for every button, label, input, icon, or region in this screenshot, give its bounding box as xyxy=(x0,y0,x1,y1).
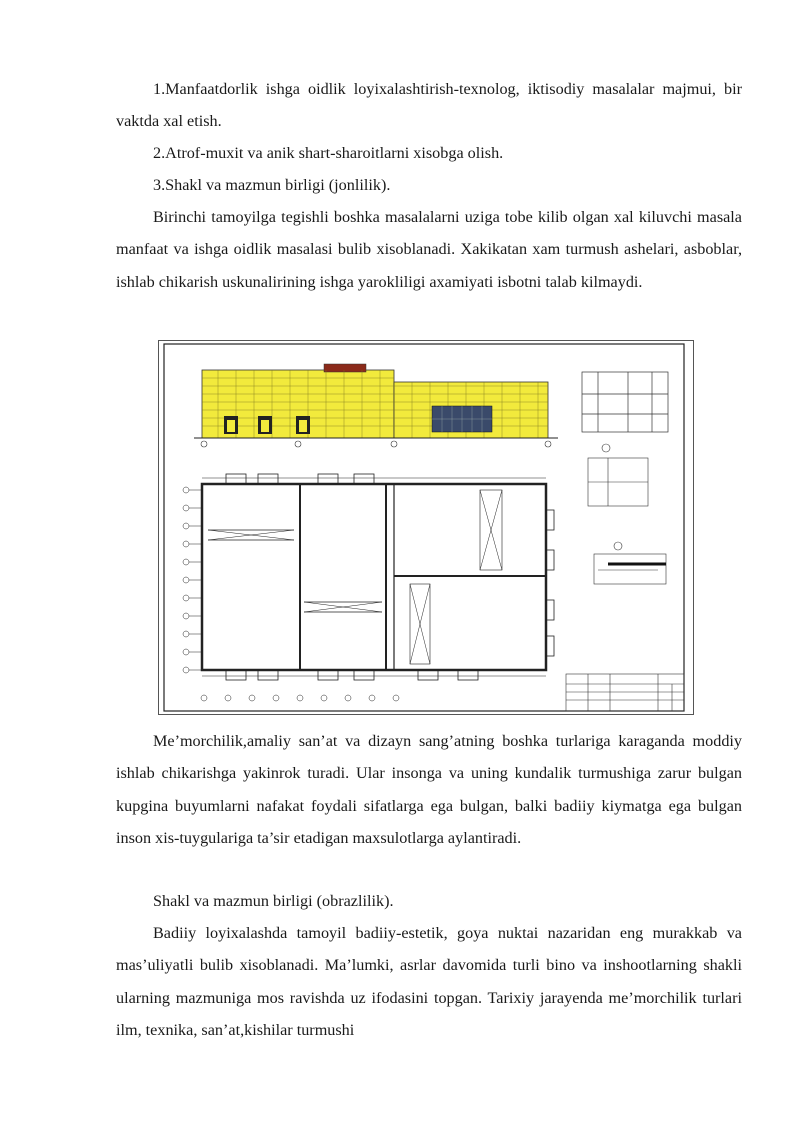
paragraph-artistic-design: Badiiy loyixalashda tamoyil badiiy-estetik, goya nuktai nazaridan eng murakkab va mas’uliyatli bulib xisoblanadi. Ma’lumki, asrlar davomida turli bino va inshootlarning shakli ularning mazmuniga mos ravishda uz ifodasini topgan. Tarixiy jarayenda me’morchilik turlari ilm, texnika, san’at,kishilar turmushi xyxy=(116,924,742,1040)
blueprint-image xyxy=(158,340,694,715)
paragraph-principle-2: 2.Atrof-muxit va anik shart-sharoitlarni xisobga olish. xyxy=(153,144,504,162)
paragraph-form-content: Shakl va mazmun birligi (obrazlilik). xyxy=(153,892,394,910)
paragraph-architecture: Me’morchilik,amaliy san’at va dizayn sang’atning boshka turlariga karaganda moddiy ishlab chikarishga yakinrok turadi. Ular insonga va uning kundalik turmushiga zarur bulgan kupgina buyumlarni nafakat foydali sifatlarga ega bulgan, balki badiiy kiymatga ega bulgan inson xis-tuygulariga ta’sir etadigan maxsulotlarga aylantiradi. xyxy=(116,732,742,848)
paragraph-principle-1: 1.Manfaatdorlik ishga oidlik loyixalashtirish-texnolog, iktisodiy masalalar majmui, bir vaktda xal etish. xyxy=(116,80,742,131)
architectural-drawing xyxy=(158,340,694,715)
paragraph-principle-3: 3.Shakl va mazmun birligi (jonlilik). xyxy=(153,176,391,194)
paragraph-first-principle: Birinchi tamoyilga tegishli boshka masalalarni uziga tobe kilib olgan xal kiluvchi masala manfaat va ishga oidlik masalasi bulib xisoblanadi. Xakikatan xam turmush ashelari, asboblar, ishlab chikarish uskunalirining ishga yarokliligi axamiyati isbotni talab kilmaydi. xyxy=(116,208,742,291)
